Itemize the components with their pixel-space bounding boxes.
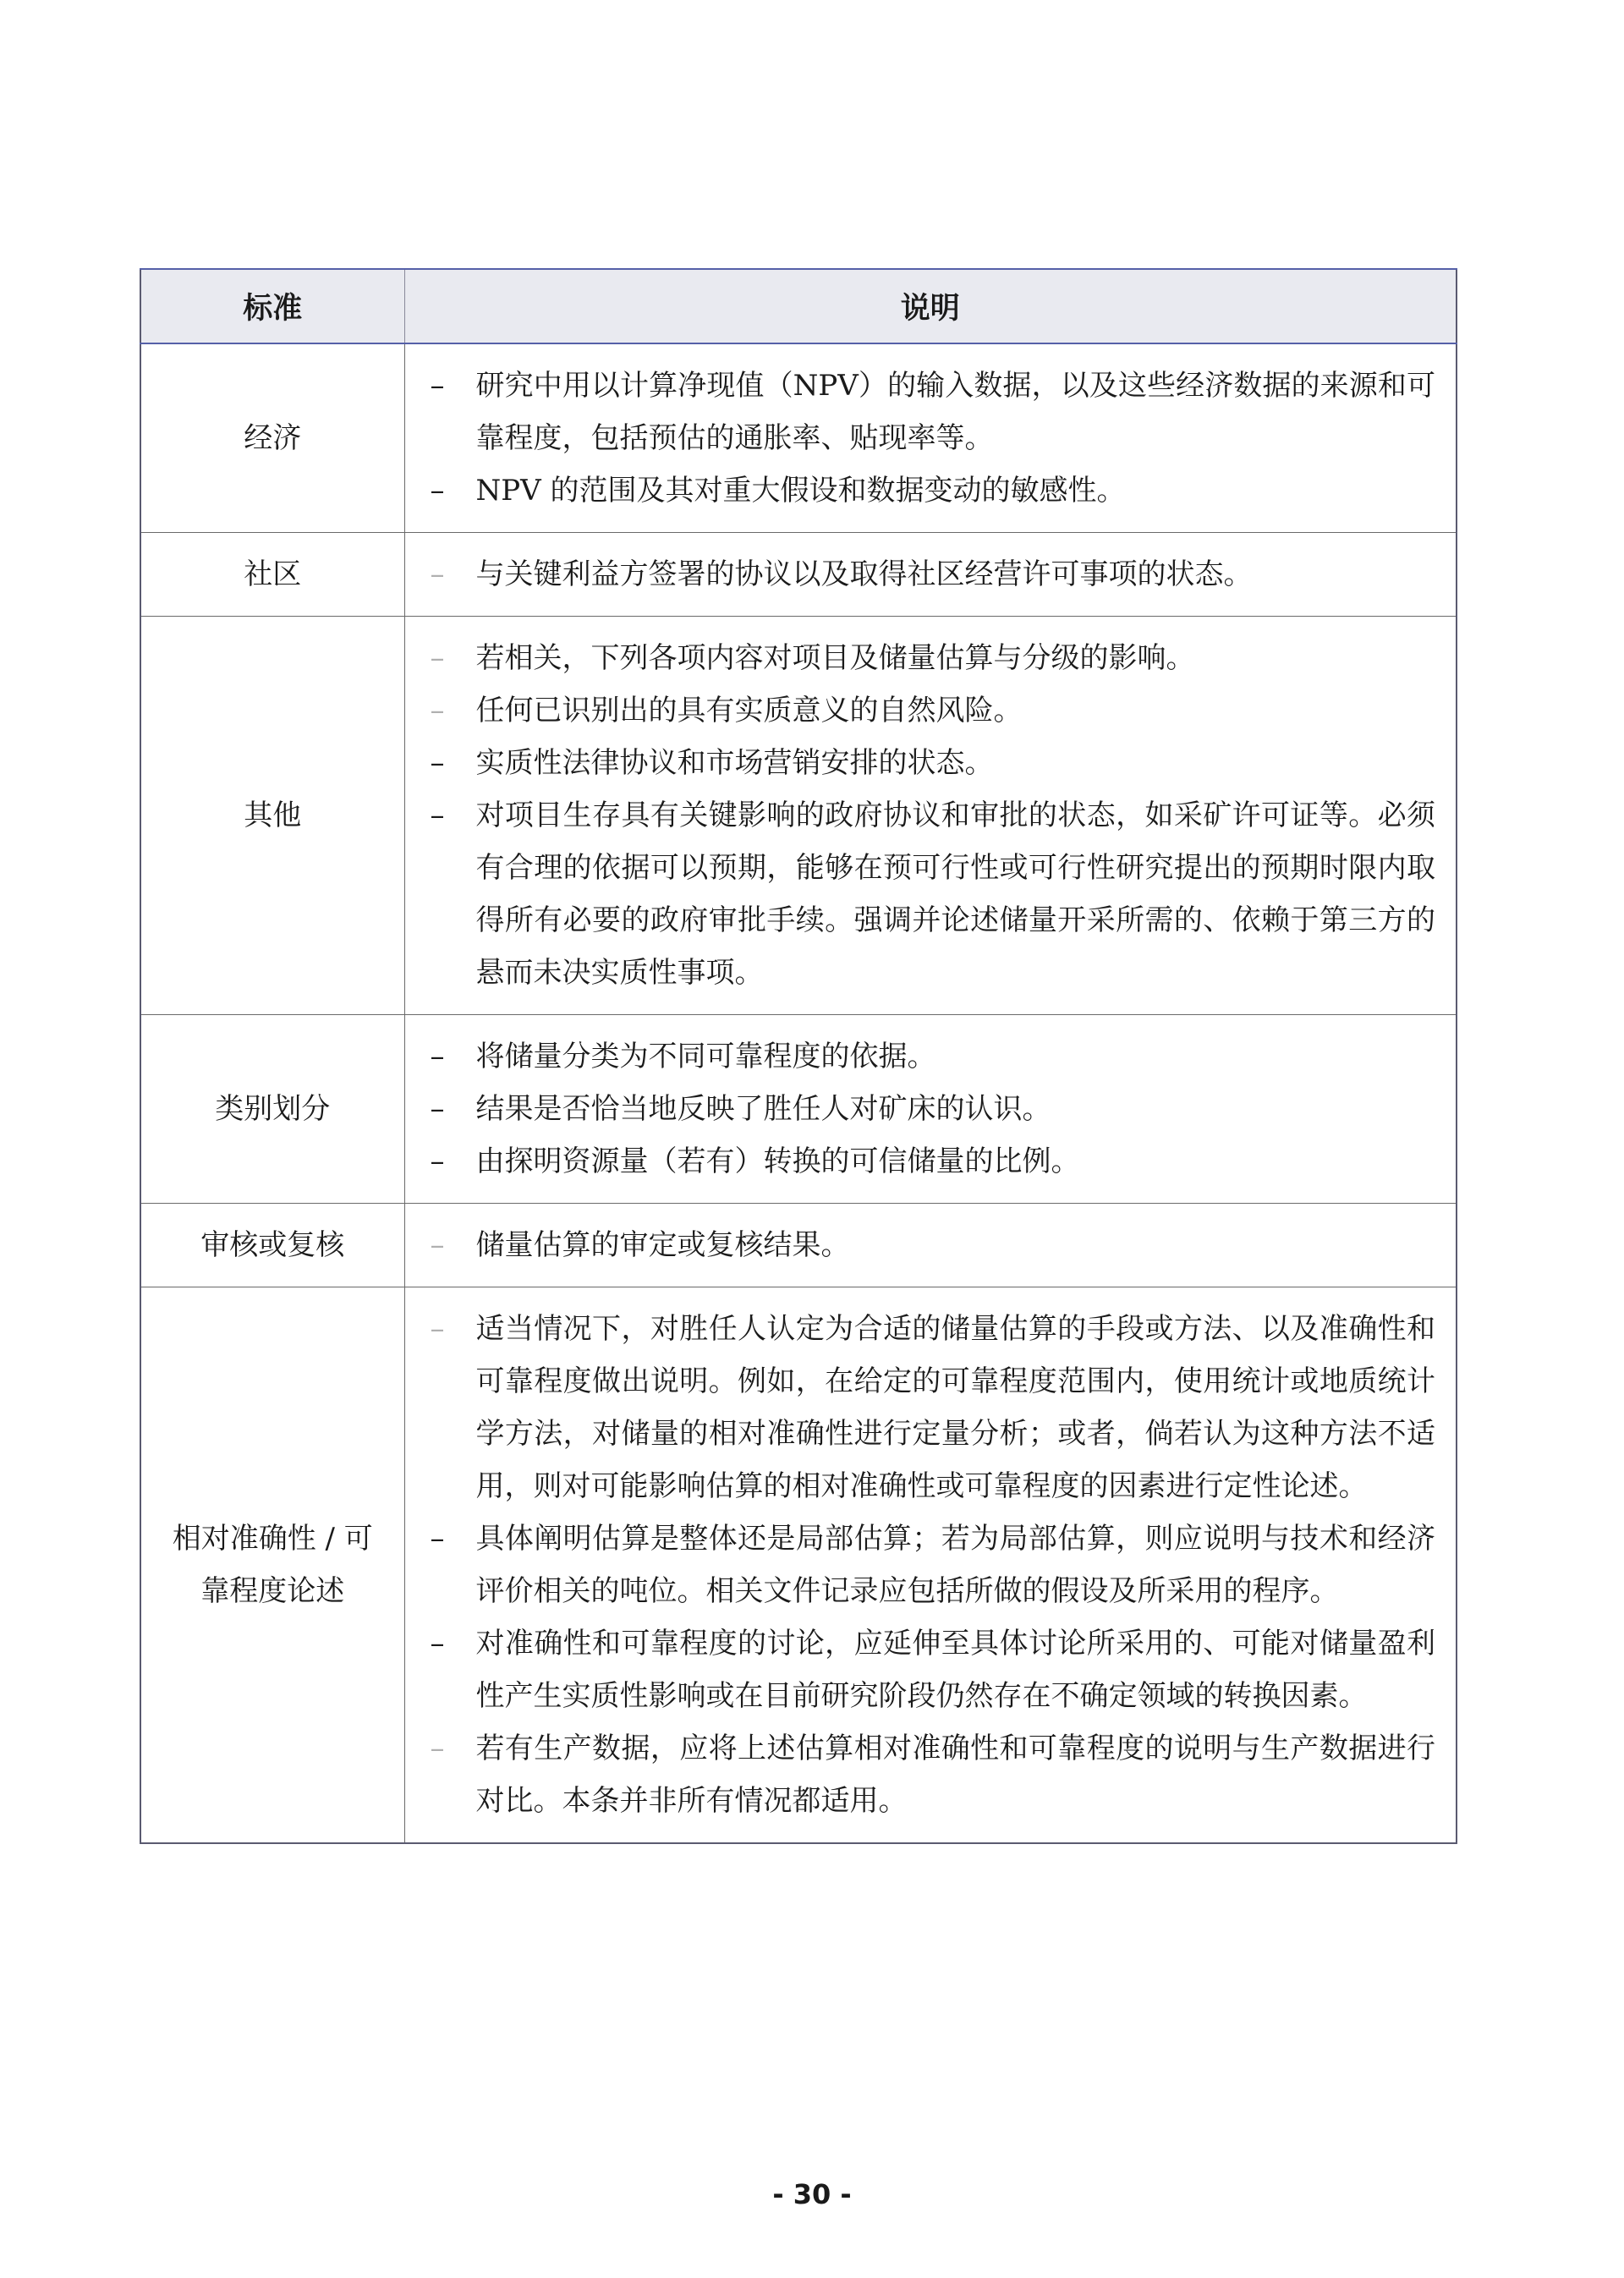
description-cell — [404, 1015, 1457, 1204]
item-text: 适当情况下，对胜任人认定为合适的储量估算的手段或方法、以及准确性和可靠程度做出说明。例如，在给定的可靠程度范围内，使用统计或地质统计学方法，对储量的相对准确性进行定量分析；或者，倘若认为这种方法不适用，则对可能影响估算的相对准确性或可靠程度的因素进行定性论述。 — [475, 1312, 1435, 1503]
list-item — [431, 1219, 1436, 1271]
list-item — [431, 1512, 1436, 1617]
criterion-cell: 社区 — [140, 533, 404, 617]
dash-bullet: – — [430, 557, 445, 591]
dash-bullet: – — [430, 746, 445, 780]
criterion-cell: 审核或复核 — [140, 1204, 404, 1287]
list-item — [431, 737, 1436, 789]
description-list — [431, 360, 1436, 517]
list-item — [431, 1722, 1436, 1827]
dash-bullet: – — [430, 641, 445, 675]
description-cell — [404, 1204, 1457, 1287]
item-text: 实质性法律协议和市场营销安排的状态。 — [475, 746, 994, 780]
table-row — [140, 1015, 1457, 1204]
table-row — [140, 1204, 1457, 1287]
description-list — [431, 632, 1436, 999]
item-text: 将储量分类为不同可靠程度的依据。 — [475, 1040, 936, 1073]
list-item — [431, 632, 1436, 684]
header-criterion: 标准 — [140, 269, 404, 343]
item-text: 任何已识别出的具有实质意义的自然风险。 — [475, 694, 1023, 727]
list-item — [431, 360, 1436, 464]
list-item — [431, 1083, 1436, 1135]
description-cell — [404, 1287, 1457, 1844]
table-row — [140, 1287, 1457, 1844]
table-row — [140, 533, 1457, 617]
dash-bullet: – — [430, 474, 445, 508]
description-list — [431, 548, 1436, 601]
criterion-cell: 类别划分 — [140, 1015, 404, 1204]
dash-bullet: – — [430, 799, 445, 832]
item-text: 结果是否恰当地反映了胜任人对矿床的认识。 — [475, 1092, 1051, 1126]
table-header-row — [140, 269, 1457, 343]
dash-bullet: – — [430, 1312, 445, 1346]
list-item — [431, 548, 1436, 601]
criteria-table — [140, 268, 1457, 1844]
item-text: 若相关，下列各项内容对项目及储量估算与分级的影响。 — [475, 641, 1195, 675]
description-cell — [404, 343, 1457, 533]
dash-bullet: – — [430, 1092, 445, 1126]
page-number: - 30 - — [772, 2178, 852, 2210]
dash-bullet: – — [430, 1732, 445, 1765]
dash-bullet: – — [430, 1627, 445, 1660]
item-text: 对项目生存具有关键影响的政府协议和审批的状态，如采矿许可证等。必须有合理的依据可以预期，能够在预可行性或可行性研究提出的预期时限内取得所有必要的政府审批手续。强调并论述储量开采所需的、依赖于第三方的悬而未决实质性事项。 — [475, 799, 1435, 990]
list-item — [431, 789, 1436, 999]
criterion-cell: 其他 — [140, 617, 404, 1015]
list-item — [431, 684, 1436, 737]
criterion-cell: 经济 — [140, 343, 404, 533]
list-item — [431, 1030, 1436, 1083]
dash-bullet: – — [430, 1522, 445, 1556]
description-list — [431, 1219, 1436, 1271]
item-text: NPV 的范围及其对重大假设和数据变动的敏感性。 — [475, 474, 1126, 508]
list-item — [431, 464, 1436, 517]
dash-bullet: – — [430, 1144, 445, 1178]
item-text: 储量估算的审定或复核结果。 — [475, 1228, 850, 1262]
dash-bullet: – — [430, 369, 445, 403]
dash-bullet: – — [430, 694, 445, 727]
description-cell — [404, 617, 1457, 1015]
description-list — [431, 1303, 1436, 1827]
description-list — [431, 1030, 1436, 1188]
list-item — [431, 1617, 1436, 1722]
table-row — [140, 617, 1457, 1015]
item-text: 与关键利益方签署的协议以及取得社区经营许可事项的状态。 — [475, 557, 1253, 591]
list-item — [431, 1303, 1436, 1512]
description-cell — [404, 533, 1457, 617]
criterion-cell: 相对准确性 / 可靠程度论述 — [140, 1287, 404, 1844]
dash-bullet: – — [430, 1040, 445, 1073]
item-text: 由探明资源量（若有）转换的可信储量的比例。 — [475, 1144, 1080, 1178]
item-text: 具体阐明估算是整体还是局部估算；若为局部估算，则应说明与技术和经济评价相关的吨位。相关文件记录应包括所做的假设及所采用的程序。 — [475, 1522, 1435, 1608]
item-text: 对准确性和可靠程度的讨论，应延伸至具体讨论所采用的、可能对储量盈利性产生实质性影响或在目前研究阶段仍然存在不确定领域的转换因素。 — [475, 1627, 1435, 1713]
item-text: 若有生产数据，应将上述估算相对准确性和可靠程度的说明与生产数据进行对比。本条并非所有情况都适用。 — [475, 1732, 1435, 1818]
dash-bullet: – — [430, 1228, 445, 1262]
list-item — [431, 1135, 1436, 1188]
item-text: 研究中用以计算净现值（NPV）的输入数据，以及这些经济数据的来源和可靠程度，包括预估的通胀率、贴现率等。 — [475, 369, 1435, 455]
table-row — [140, 343, 1457, 533]
header-description: 说明 — [404, 269, 1457, 343]
